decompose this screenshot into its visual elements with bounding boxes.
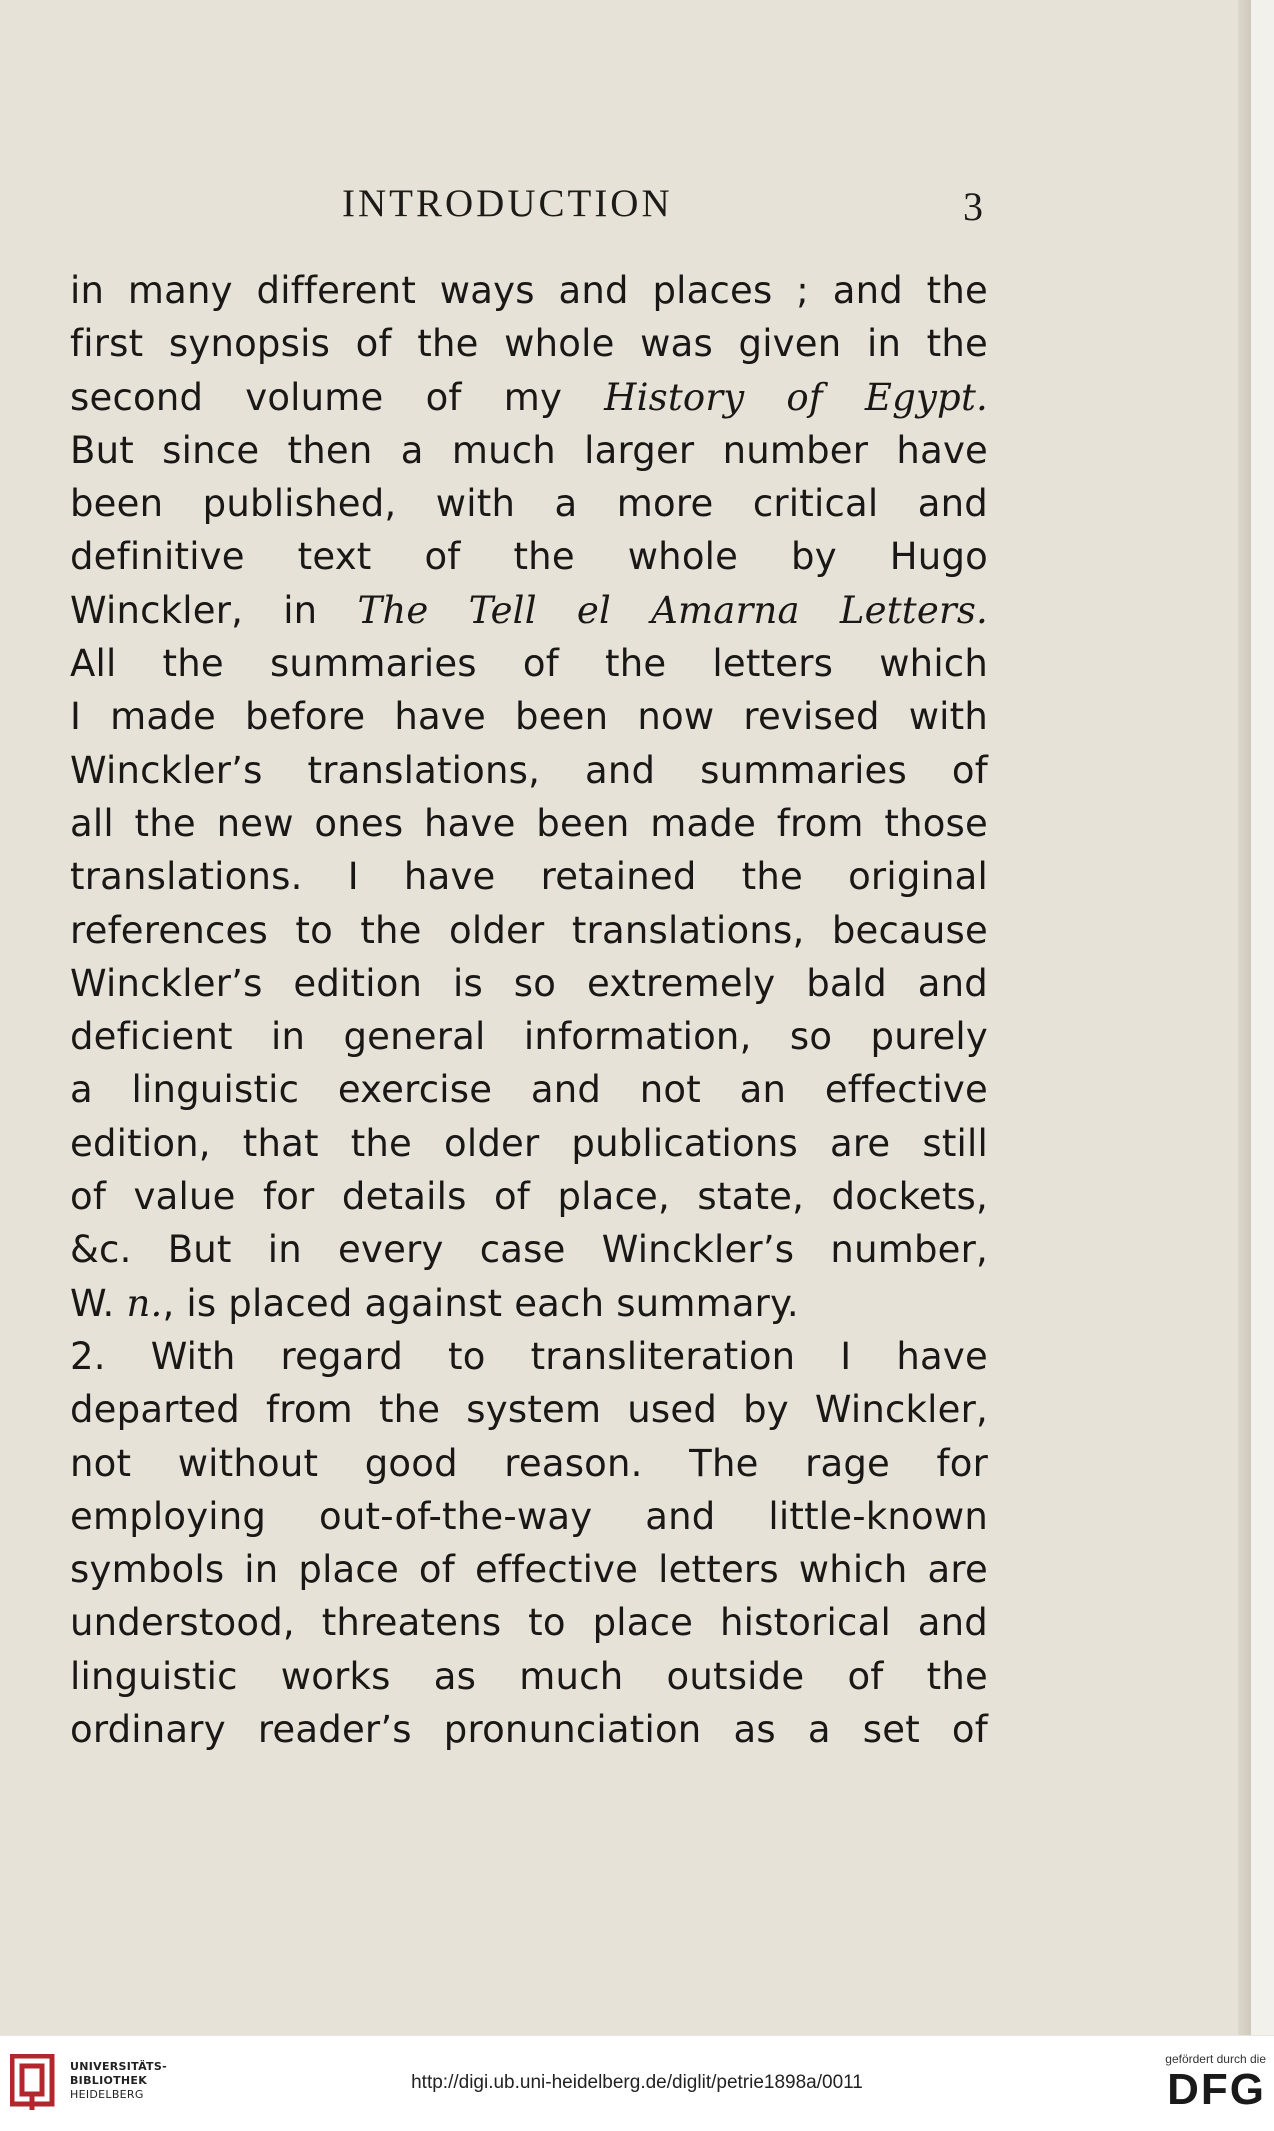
running-head-title: INTRODUCTION [342, 182, 673, 225]
text-line [70, 690, 988, 743]
text-line [70, 957, 988, 1010]
text-line [70, 1543, 988, 1596]
text-line [70, 264, 988, 317]
italic-text: History of Egypt. [604, 375, 988, 419]
library-logo-line: HEIDELBERG [70, 2088, 144, 2101]
text-line [70, 1117, 988, 1170]
text-line [70, 1490, 988, 1543]
text-segment: All the summaries of the letters which [70, 642, 988, 686]
text-line [70, 1063, 988, 1116]
running-head [65, 181, 985, 241]
text-line [70, 1170, 988, 1223]
text-segment: W. [70, 1281, 127, 1325]
text-line [70, 1383, 988, 1436]
permalink-url[interactable]: http://digi.ub.uni-heidelberg.de/diglit/petrie1898a/0011 [411, 2072, 863, 2093]
text-line [70, 1650, 988, 1703]
text-line [70, 530, 988, 583]
text-segment: first synopsis of the whole was given in the [70, 322, 988, 366]
text-segment: Winckler, in [70, 588, 358, 632]
funding-text: gefördert durch die [1165, 2052, 1266, 2066]
text-segment: 2. With regard to transliteration I have [70, 1334, 988, 1378]
text-segment: departed from the system used by Winckler, [70, 1388, 988, 1432]
text-line [70, 1277, 988, 1330]
text-segment: deficient in general information, so purely [70, 1015, 988, 1059]
text-segment: of value for details of place, state, dockets, [70, 1175, 988, 1219]
italic-text: The Tell el Amarna Letters. [357, 588, 988, 632]
text-line [70, 637, 988, 690]
text-line [70, 1596, 988, 1649]
text-line [70, 850, 988, 903]
text-line [70, 1223, 988, 1276]
page-number: 3 [963, 184, 983, 229]
text-segment: ordinary reader’s pronunciation as a set of [70, 1708, 988, 1752]
text-segment: &c. But in every case Winckler’s number, [70, 1228, 988, 1272]
body-text [70, 264, 988, 1756]
text-line [70, 477, 988, 530]
text-segment: linguistic works as much outside of the [70, 1654, 988, 1698]
text-line [70, 1703, 988, 1756]
text-line [70, 584, 988, 637]
text-line [70, 1437, 988, 1490]
dfg-logo-text: DFG [1167, 2065, 1266, 2114]
text-line [70, 317, 988, 370]
library-logo-line: UNIVERSITÄTS- [70, 2060, 167, 2073]
text-segment: been published, with a more critical and [70, 482, 988, 526]
text-segment: not without good reason. The rage for [70, 1441, 988, 1485]
text-segment: I made before have been now revised with [70, 695, 988, 739]
text-segment: , is placed against each summary. [162, 1281, 799, 1325]
text-segment: in many different ways and places ; and the [70, 269, 988, 312]
text-segment: But since then a much larger number have [70, 428, 988, 472]
text-segment: a linguistic exercise and not an effective [70, 1068, 988, 1112]
text-line [70, 424, 988, 477]
text-line [70, 371, 988, 424]
text-segment: all the new ones have been made from those [70, 801, 988, 845]
text-segment: symbols in place of effective letters which are [70, 1548, 988, 1592]
text-line [70, 1330, 988, 1383]
viewer-footer [0, 2035, 1274, 2131]
text-segment: employing out-of-the-way and little-known [70, 1494, 988, 1538]
text-line [70, 904, 988, 957]
text-segment: understood, threatens to place historical and [70, 1601, 988, 1645]
text-line [70, 744, 988, 797]
text-segment: Winckler’s translations, and summaries of [70, 748, 988, 792]
text-segment: references to the older translations, because [70, 908, 988, 952]
italic-text: n. [126, 1281, 163, 1325]
text-segment: second volume of my [70, 375, 605, 419]
text-segment: Winckler’s edition is so extremely bald and [70, 961, 988, 1005]
text-line [70, 797, 988, 850]
right-margin [1251, 0, 1274, 2035]
text-segment: translations. I have retained the original [70, 855, 988, 899]
text-line [70, 1010, 988, 1063]
funder-logo[interactable] [1136, 2052, 1266, 2122]
text-segment: definitive text of the whole by Hugo [70, 535, 988, 579]
page-edge-shadow [1238, 0, 1251, 2035]
library-logo-line: BIBLIOTHEK [70, 2074, 148, 2087]
text-segment: edition, that the older publications are still [70, 1121, 988, 1165]
